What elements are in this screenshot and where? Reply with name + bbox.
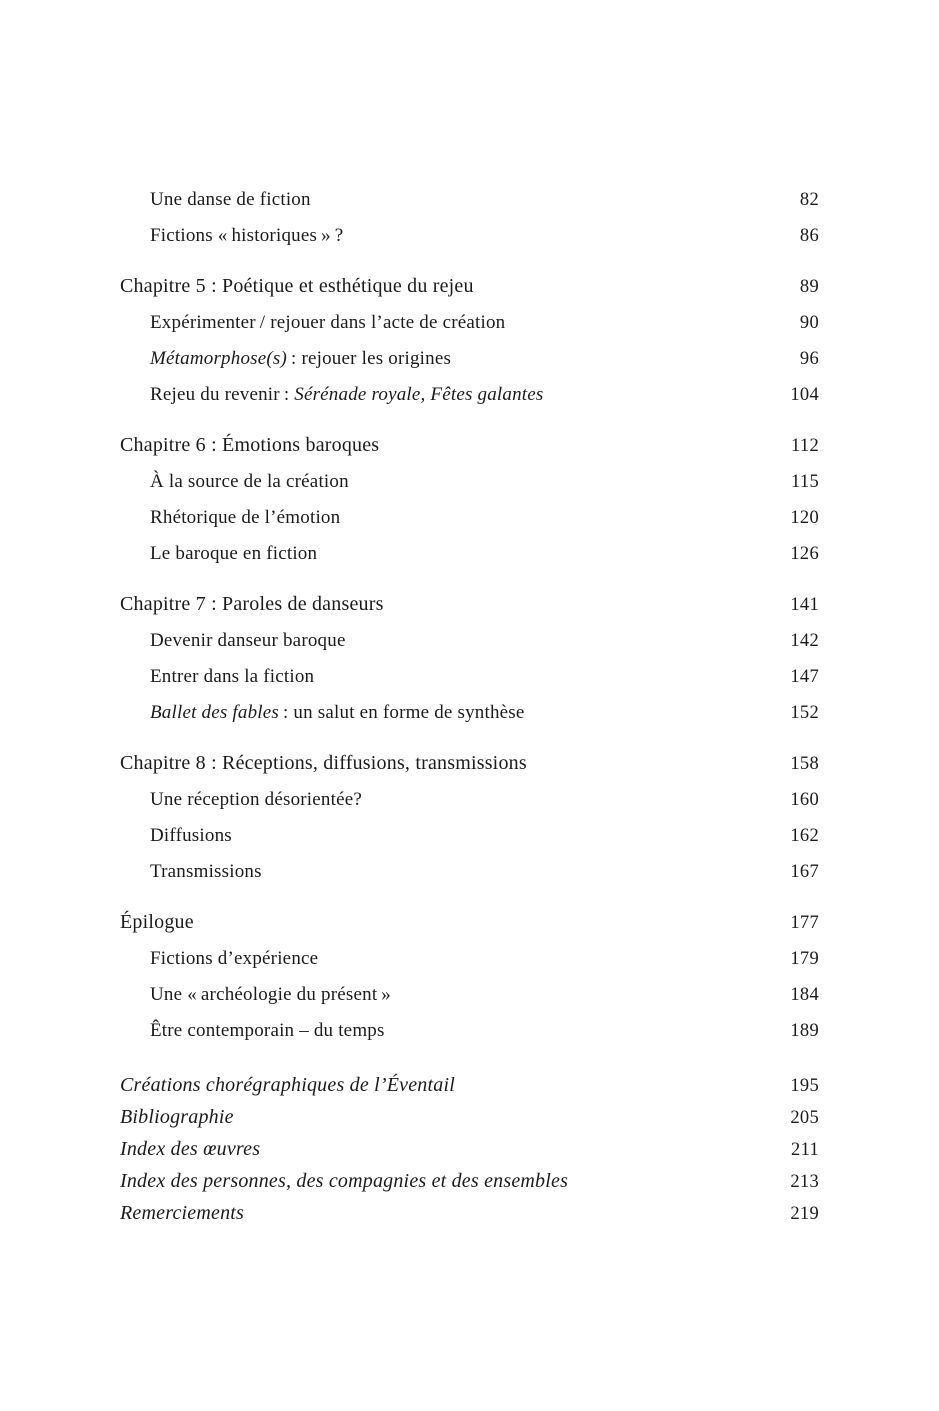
toc-entry [120, 1013, 819, 1049]
toc-entry-page-number: 112 [791, 436, 819, 456]
toc-entry-title: Devenir danseur baroque [150, 630, 346, 651]
toc-entry [120, 218, 819, 254]
toc-entry-page-number: 126 [790, 544, 819, 564]
toc-entry-page-number: 184 [790, 985, 819, 1005]
toc-entry [120, 1070, 819, 1102]
toc-entry-page-number: 152 [790, 703, 819, 723]
toc-entry [120, 1134, 819, 1166]
toc-entry-page-number: 120 [790, 508, 819, 528]
toc-entry-page-number: 213 [790, 1172, 819, 1192]
toc-group [120, 587, 819, 731]
toc-entry-title: Créations chorégraphiques de l’Éventail [120, 1074, 455, 1096]
toc-entry [120, 1166, 819, 1198]
toc-entry-page-number: 158 [790, 754, 819, 774]
toc-entry [120, 269, 819, 305]
toc-entry [120, 659, 819, 695]
toc-entry-page-number: 195 [790, 1076, 819, 1096]
toc-entry [120, 746, 819, 782]
toc-entry-page-number: 141 [790, 595, 819, 615]
toc-entry-title: Bibliographie [120, 1106, 234, 1128]
toc-entry-title: Le baroque en fiction [150, 543, 318, 564]
toc-entry [120, 1198, 819, 1230]
toc-entry-title: Remerciements [120, 1202, 245, 1224]
toc-entry-page-number: 167 [790, 862, 819, 882]
toc-entry-title: Chapitre 7 : Paroles de danseurs [120, 593, 384, 615]
toc-entry-title: Rhétorique de l’émotion [150, 507, 341, 528]
toc-entry-page-number: 86 [799, 226, 819, 246]
toc-entry-title: Être contemporain – du temps [150, 1020, 385, 1041]
toc-entry-page-number: 104 [790, 385, 819, 405]
toc-entry-page-number: 96 [799, 349, 819, 369]
toc-entry-page-number: 211 [791, 1140, 819, 1160]
toc-entry-page-number: 82 [799, 190, 819, 210]
toc-entry-title: Chapitre 5 : Poétique et esthétique du rejeu [120, 275, 474, 297]
toc-entry-page-number: 89 [799, 277, 819, 297]
toc-entry-title: À la source de la création [150, 471, 349, 492]
toc-entry-title: Expérimenter / rejouer dans l’acte de création [150, 312, 506, 333]
toc-entry-title: Métamorphose(s) : rejouer les origines [150, 348, 452, 369]
toc-entry-page-number: 205 [790, 1108, 819, 1128]
toc-entry [120, 464, 819, 500]
toc-entry [120, 500, 819, 536]
toc-entry [120, 941, 819, 977]
toc-entry-page-number: 142 [790, 631, 819, 651]
toc-entry-title: Index des personnes, des compagnies et des ensembles [120, 1170, 569, 1192]
toc-entry-page-number: 115 [791, 472, 819, 492]
toc-group [120, 269, 819, 413]
toc-entry [120, 854, 819, 890]
toc-entry [120, 623, 819, 659]
toc-entry-title: Transmissions [150, 861, 262, 882]
toc-entry-page-number: 162 [790, 826, 819, 846]
toc-entry-title: Chapitre 8 : Réceptions, diffusions, transmissions [120, 752, 527, 774]
toc-entry-title: Une réception désorientée? [150, 789, 362, 810]
toc-entry-page-number: 177 [790, 913, 819, 933]
toc-entry [120, 305, 819, 341]
toc-group [120, 182, 819, 254]
toc-group [120, 746, 819, 890]
toc-entry-title: Chapitre 6 : Émotions baroques [120, 434, 380, 456]
toc-entry [120, 428, 819, 464]
toc-entry-title: Ballet des fables : un salut en forme de synthèse [150, 702, 525, 723]
toc-entry [120, 818, 819, 854]
toc-group [120, 1070, 819, 1230]
toc-entry-title: Fictions d’expérience [150, 948, 319, 969]
toc-entry-page-number: 219 [790, 1204, 819, 1224]
toc-entry-title: Fictions « historiques » ? [150, 225, 344, 246]
toc-group [120, 905, 819, 1049]
toc-entry [120, 341, 819, 377]
toc-group [120, 428, 819, 572]
toc-entry-page-number: 189 [790, 1021, 819, 1041]
toc-entry-page-number: 90 [799, 313, 819, 333]
toc-entry-title: Entrer dans la fiction [150, 666, 315, 687]
toc-entry [120, 377, 819, 413]
toc-entry-title: Index des œuvres [120, 1138, 261, 1160]
toc-entry-page-number: 160 [790, 790, 819, 810]
toc-entry [120, 1102, 819, 1134]
toc [120, 182, 819, 1230]
toc-entry [120, 977, 819, 1013]
toc-entry [120, 182, 819, 218]
toc-entry-title: Rejeu du revenir : Sérénade royale, Fêtes galantes [150, 384, 544, 405]
toc-entry-page-number: 179 [790, 949, 819, 969]
toc-entry [120, 695, 819, 731]
toc-entry-title: Diffusions [150, 825, 232, 846]
toc-entry-title: Épilogue [120, 911, 194, 933]
toc-entry [120, 536, 819, 572]
toc-entry [120, 782, 819, 818]
toc-entry-title: Une « archéologie du présent » [150, 984, 391, 1005]
toc-entry [120, 587, 819, 623]
toc-entry [120, 905, 819, 941]
toc-entry-page-number: 147 [790, 667, 819, 687]
toc-entry-title: Une danse de fiction [150, 189, 311, 210]
